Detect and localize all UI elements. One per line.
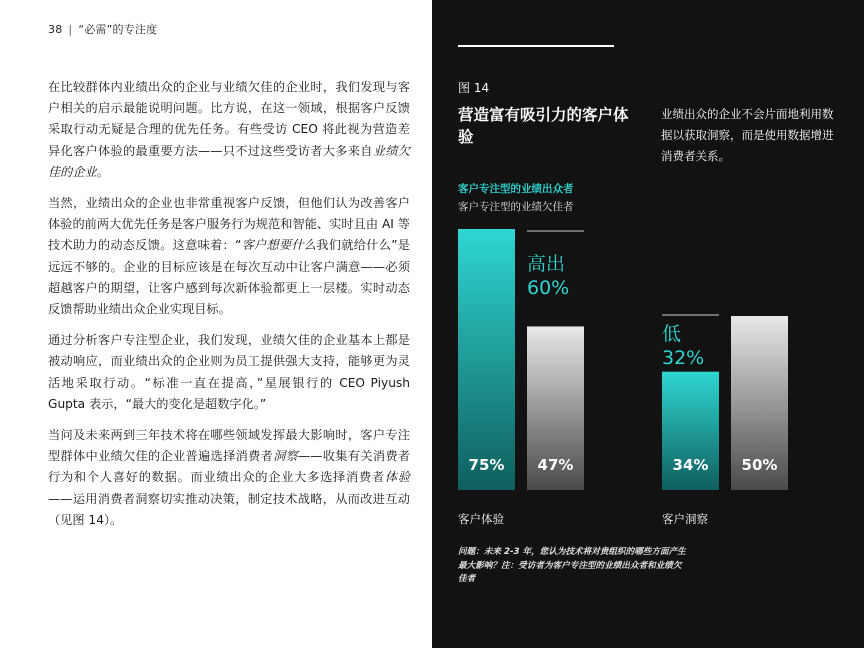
text-run: ——运用消费者洞察切实推动决策，制定技术战略，从而改进互动（见图 14）。	[48, 491, 410, 527]
category-label: 客户体验	[458, 512, 504, 526]
bar-top-performer-1	[458, 229, 515, 490]
legend-low-performers: 客户专注型的业绩欠佳者	[458, 201, 574, 213]
figure-footnote: 问题：未来 2-3 年，您认为技术将对贵组织的哪些方面产生最大影响？注：受访者为客户专注型的业绩出众者和业绩欠佳者	[458, 547, 686, 584]
text-run: 当问及未来两到三年技术将在哪些领域发挥最大影响时，客户专注型群体中业绩欠佳的企业普遍选择消费者	[48, 428, 410, 464]
body-text	[48, 77, 410, 541]
text-run: 。	[96, 164, 109, 179]
text-run: 在比较群体内业绩出众的企业与业绩欠佳的企业时，我们发现与客户相关的启示最能说明问题。比方说，在这一领域，根据客户反馈采取行动无疑是合理的优先任务。有些受访 CEO 将此视为营造差异化客户体验的最重要方法——只不过这些受访者大多来自	[48, 80, 410, 158]
figure-description: 业绩出众的企业不会片面地利用数据以获取洞察，而是使用数据增进消费者关系。	[661, 107, 834, 163]
emphasis: 洞察	[273, 449, 299, 464]
figure-label: 图 14	[458, 81, 490, 95]
annotation-value: 32%	[662, 347, 705, 369]
figure-title: 营造富有吸引力的客户体验	[458, 106, 629, 146]
paragraph-2	[48, 193, 410, 320]
emphasis: 业绩欠佳的企业	[48, 143, 411, 179]
bar-value-label: 47%	[537, 456, 574, 474]
category-label: 客户洞察	[662, 512, 708, 526]
annotation-value: 60%	[527, 277, 570, 299]
header-separator: |	[68, 23, 73, 36]
bar-value-label: 50%	[741, 456, 778, 474]
text-run: 通过分析客户专注型企业，我们发现，业绩欠佳的企业基本上都是被动响应，而业绩出众的企业则为员工提供强大支持，能够更为灵活地采取行动。“标准一直在提高，”星展银行的 CEO Piyush Gupta 表示，“最大的变化是超数字化。”	[48, 333, 410, 411]
emphasis: 客户想要什么	[241, 238, 317, 253]
text-run: 我们就给什么”是远远不够的。企业的目标应该是在每次互动中让客户满意——必须超越客户的期望，让客户感到每次新体验都更上一层楼。实时动态反馈帮助业绩出众企业实现目标。	[48, 238, 410, 317]
bar-value-label: 75%	[468, 456, 505, 474]
paragraph-3	[48, 330, 410, 415]
figure-panel	[432, 0, 864, 648]
annotation-word: 低	[662, 323, 682, 345]
legend-top-performers: 客户专注型的业绩出众者	[458, 183, 574, 195]
text-run: ——收集有关消费者行为和个人喜好的数据。而业绩出众的企业大多选择消费者	[48, 449, 411, 485]
bar-value-label: 34%	[672, 456, 709, 474]
paragraph-4	[48, 425, 410, 531]
text-run: 当然，业绩出众的企业也非常重视客户反馈，但他们认为改善客户体验的前两大优先任务是客户服务行为规范和智能、实时且由 AI 等技术助力的动态反馈。这意味着：“	[48, 196, 410, 253]
emphasis: 体验	[384, 470, 411, 485]
running-title: “必需”的专注度	[78, 23, 158, 36]
paragraph-1	[48, 77, 410, 183]
running-header	[48, 21, 157, 37]
annotation-word: 高出	[527, 253, 566, 275]
page-number: 38	[48, 23, 63, 36]
